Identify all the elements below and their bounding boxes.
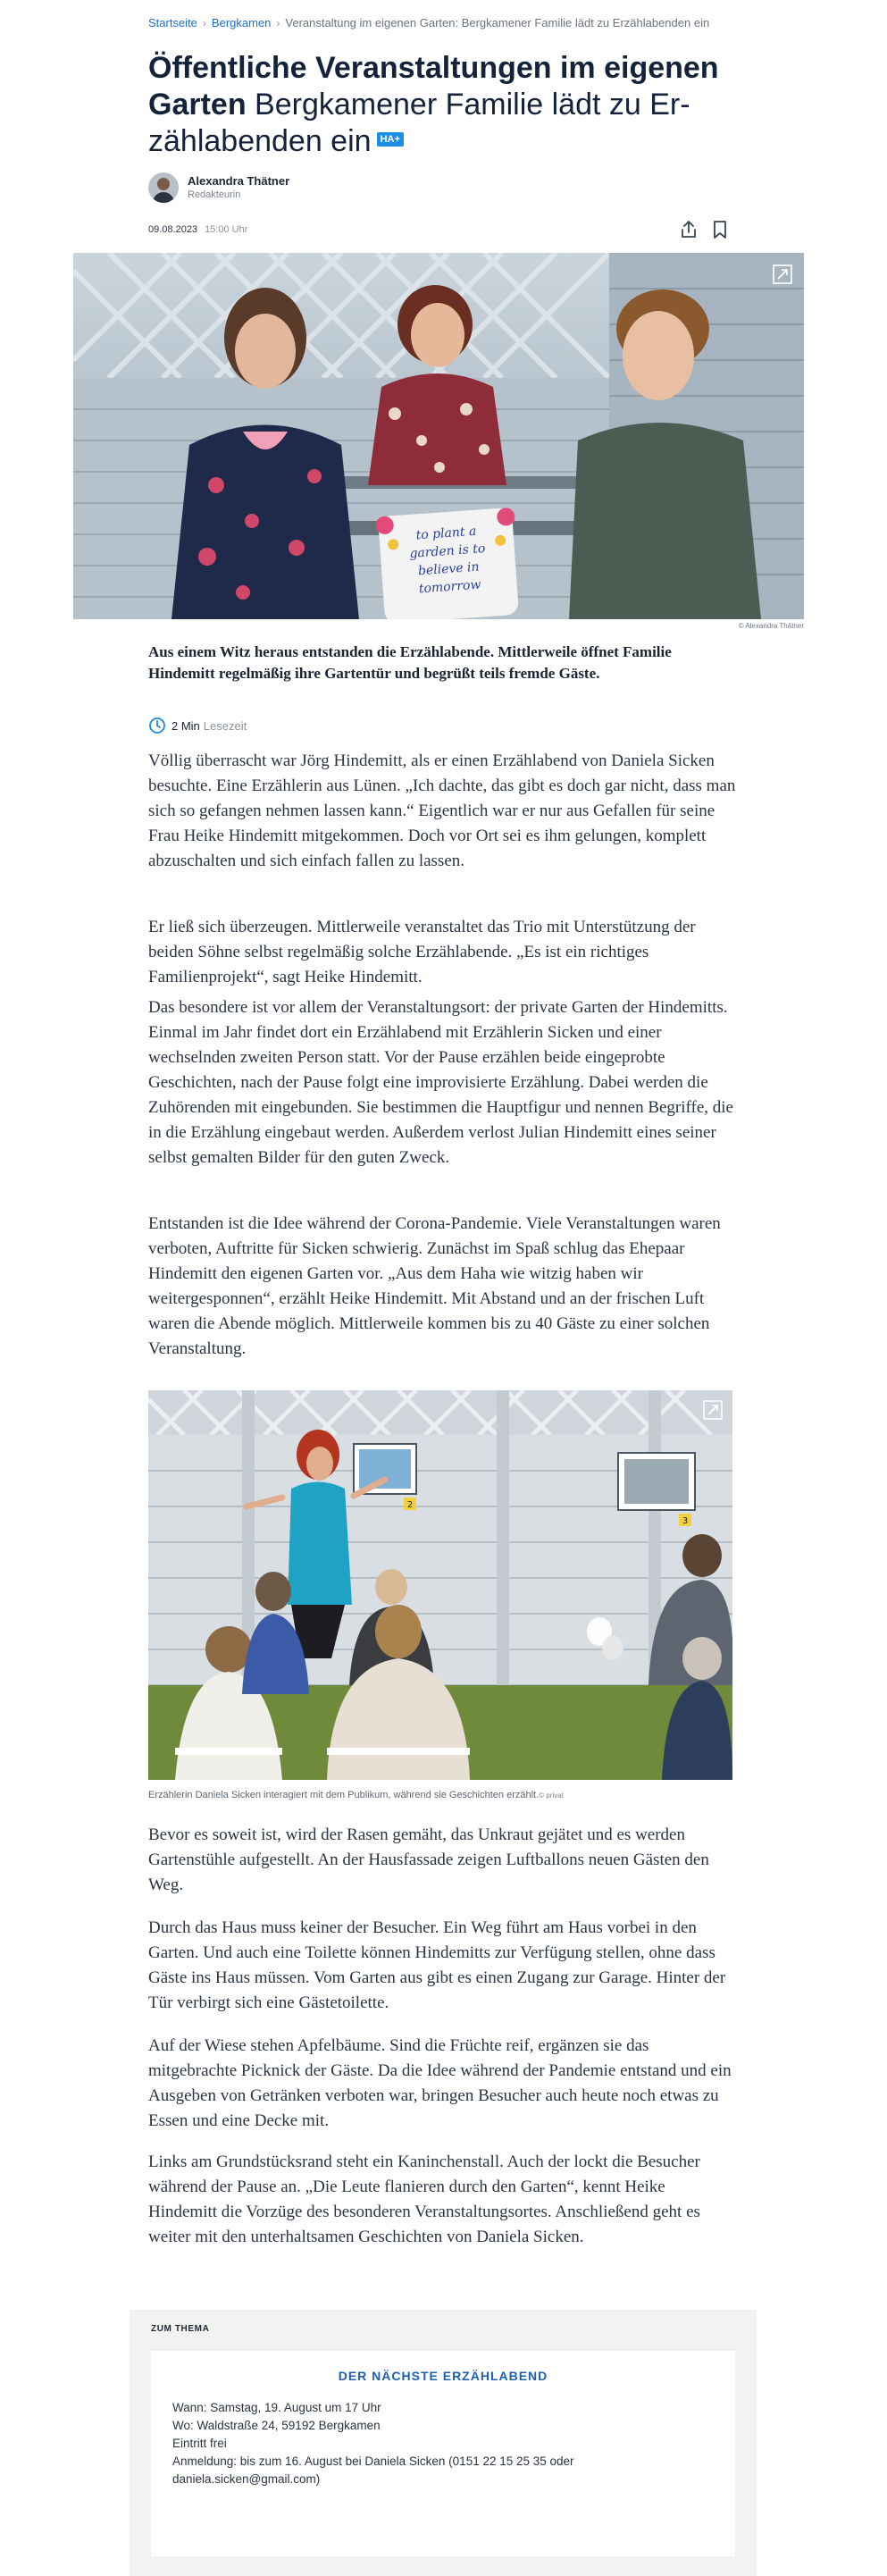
related-info-label: ZUM THEMA [151, 2324, 210, 2334]
event-where: Wo: Waldstraße 24, 59192 Bergkamen [172, 2419, 381, 2432]
body-paragraph: Durch das Haus muss keiner der Besucher. Ein Weg führt am Haus vorbei in den Garten. Und auch eine Toilette können Hindemitts zur Verfügung stellen, ohne dass Gäste ins Haus müssen. Vom Garten aus gibt es einen Zugang zur Garage. Hinter der Tür verbirgt sich eine Gästetoilette. [148, 1918, 726, 2012]
reading-time [148, 717, 247, 734]
image-credit: © privat [539, 1791, 564, 1800]
svg-text:believe in: believe in [417, 559, 481, 579]
body-paragraph: Völlig überrascht war Jörg Hindemitt, als er einen Erzählabend von Daniela Sicken besuchte. Eine Erzählerin aus Lünen. „Ich dachte, das gibt es doch gar nicht, dass man sich so gefangen nehmen lassen kann.“ Eigentlich war er nur aus Gefallen für seine Frau Heike Hindemitt mitgekommen. Doch vor Ort sei es ihm gelungen, komplett abzuschalten und sich einfach fallen zu lassen. [148, 751, 736, 870]
event-registration: Anmeldung: bis zum 16. August bei Daniela Sicken (0151 22 15 25 35 oder daniela.sicken@gmail.com) [172, 2454, 574, 2486]
hero-photo [73, 253, 804, 619]
body-paragraph: Links am Grundstücksrand steht ein Kaninchenstall. Auch der lockt die Besucher während der Pause an. „Die Leute flanieren durch den Garten“, kennt Heike Hindemitt die Vorzüge des besonderen Veranstaltungsortes. Anschließend geht es weiter mit den unterhaltsamen Geschichten von Daniela Sicken. [148, 2152, 700, 2246]
body-paragraph: Das besondere ist vor allem der Veranstaltungsort: der private Garten der Hindemitts. Einmal im Jahr findet dort ein Erzählabend mit Erzählerin Sicken und einer wechselnden zweiten Person statt. Vor der Pause erzählen beide eingeprobte Geschichten, nach der Pause folgt eine improvisierte Erzählung. Dabei werden die Zuhörenden mit eingebunden. Sie bestimmen die Hauptfigur und nennen Begriffe, die in die Erzählung eingebaut werden. Außerdem verlost Julian Hindemitt eines seiner selbst gemalten Bilder für den guten Zweck. [148, 998, 733, 1167]
hero-image[interactable] [73, 253, 804, 619]
clock-icon [148, 717, 166, 734]
breadcrumb-home-link[interactable]: Startseite [148, 16, 197, 29]
body-paragraph: Entstanden ist die Idee während der Corona-Pandemie. Viele Veranstaltungen waren verboten, Auftritte für Sicken schwierig. Zunächst im Spaß schlug das Ehepaar Hindemitt den eigenen Garten vor. „Aus dem Haha wie witzig haben wir weitergesponnen“, erzählt Heike Hindemitt. Mit Abstand und an der frischen Luft waren die Abende möglich. Mittlerweile kommen bis zu 40 Gäste zu einer solchen Veranstaltung. [148, 1214, 721, 1358]
inline-photo [148, 1390, 732, 1780]
related-info-card [151, 2351, 735, 2556]
article-lead: Aus einem Witz heraus entstanden die Erzählabende. Mittlerweile öffnet Familie Hindemitt regelmäßig ihre Gartentür und begrüßt teils fremde Gäste. [148, 643, 672, 682]
author-block[interactable] [148, 170, 289, 206]
page-title [148, 50, 738, 160]
headline-kicker: Öffentliche Veranstaltungen im eigenen Garten [148, 51, 719, 122]
author-role: Redakteurin [188, 189, 241, 200]
body-paragraph: Auf der Wiese stehen Apfelbäume. Sind die Früchte reif, ergänzen sie das mitgebrachte Picknick der Gäste. Da die Idee während der Pandemie entstand und ein Ausgeben von Getränken verboten war, bringen Besucher auch heute noch etwas zu Essen und eine Decke mit. [148, 2036, 732, 2130]
svg-text:garden is to: garden is to [408, 541, 486, 561]
svg-text:tomorrow: tomorrow [418, 577, 481, 597]
related-info-details [172, 2399, 714, 2488]
publish-date [148, 224, 247, 235]
chevron-right-icon: › [202, 17, 206, 29]
related-info-box [130, 2310, 757, 2576]
publish-time: 15:00 Uhr [205, 224, 248, 235]
bookmark-icon[interactable] [710, 218, 730, 241]
image-caption-text: Erzählerin Daniela Sicken interagiert mit dem Publikum, während sie Geschichten erzählt. [148, 1790, 540, 1800]
author-name[interactable]: Alexandra Thätner [188, 173, 290, 188]
publish-date-value: 09.08.2023 [148, 224, 198, 235]
svg-text:to plant a: to plant a [415, 524, 477, 543]
image-caption [148, 1790, 738, 1800]
breadcrumb-current: Veranstaltung im eigenen Garten: Bergkamener Familie lädt zu Erzählabenden ein [285, 16, 710, 29]
inline-image[interactable] [148, 1390, 732, 1780]
premium-badge: HA+ [377, 132, 404, 147]
headline-title: Bergkamener Familie lädt zu Erzählabenden ein [148, 88, 690, 158]
expand-icon[interactable] [702, 1399, 724, 1421]
breadcrumb [148, 16, 774, 29]
breadcrumb-section-link[interactable]: Bergkamen [211, 16, 272, 29]
expand-icon[interactable] [772, 264, 793, 285]
marker-label: 3 [682, 1516, 689, 1526]
hero-credit: © Alexandra Thätner [738, 622, 804, 630]
body-paragraph: Er ließ sich überzeugen. Mittlerweile veranstaltet das Trio mit Unterstützung der beiden Söhne selbst regelmäßig solche Erzählabende. „Es ist ein richtiges Familienprojekt“, sagt Heike Hindemitt. [148, 918, 696, 986]
reading-time-unit: Lesezeit [203, 718, 247, 733]
avatar[interactable] [148, 172, 179, 203]
related-info-title: DER NÄCHSTE ERZÄHLABEND [338, 2369, 548, 2383]
marker-label: 2 [406, 1500, 414, 1510]
body-paragraph: Bevor es soweit ist, wird der Rasen gemäht, das Unkraut gejätet und es werden Gartenstühle aufgestellt. An der Hausfassade zeigen Luftballons neuen Gästen den Weg. [148, 1825, 709, 1894]
event-admission: Eintritt frei [172, 2437, 227, 2450]
reading-time-value: 2 Min [172, 718, 200, 733]
chevron-right-icon: › [276, 17, 280, 29]
share-icon[interactable] [677, 218, 700, 241]
event-when: Wann: Samstag, 19. August um 17 Uhr [172, 2401, 381, 2414]
